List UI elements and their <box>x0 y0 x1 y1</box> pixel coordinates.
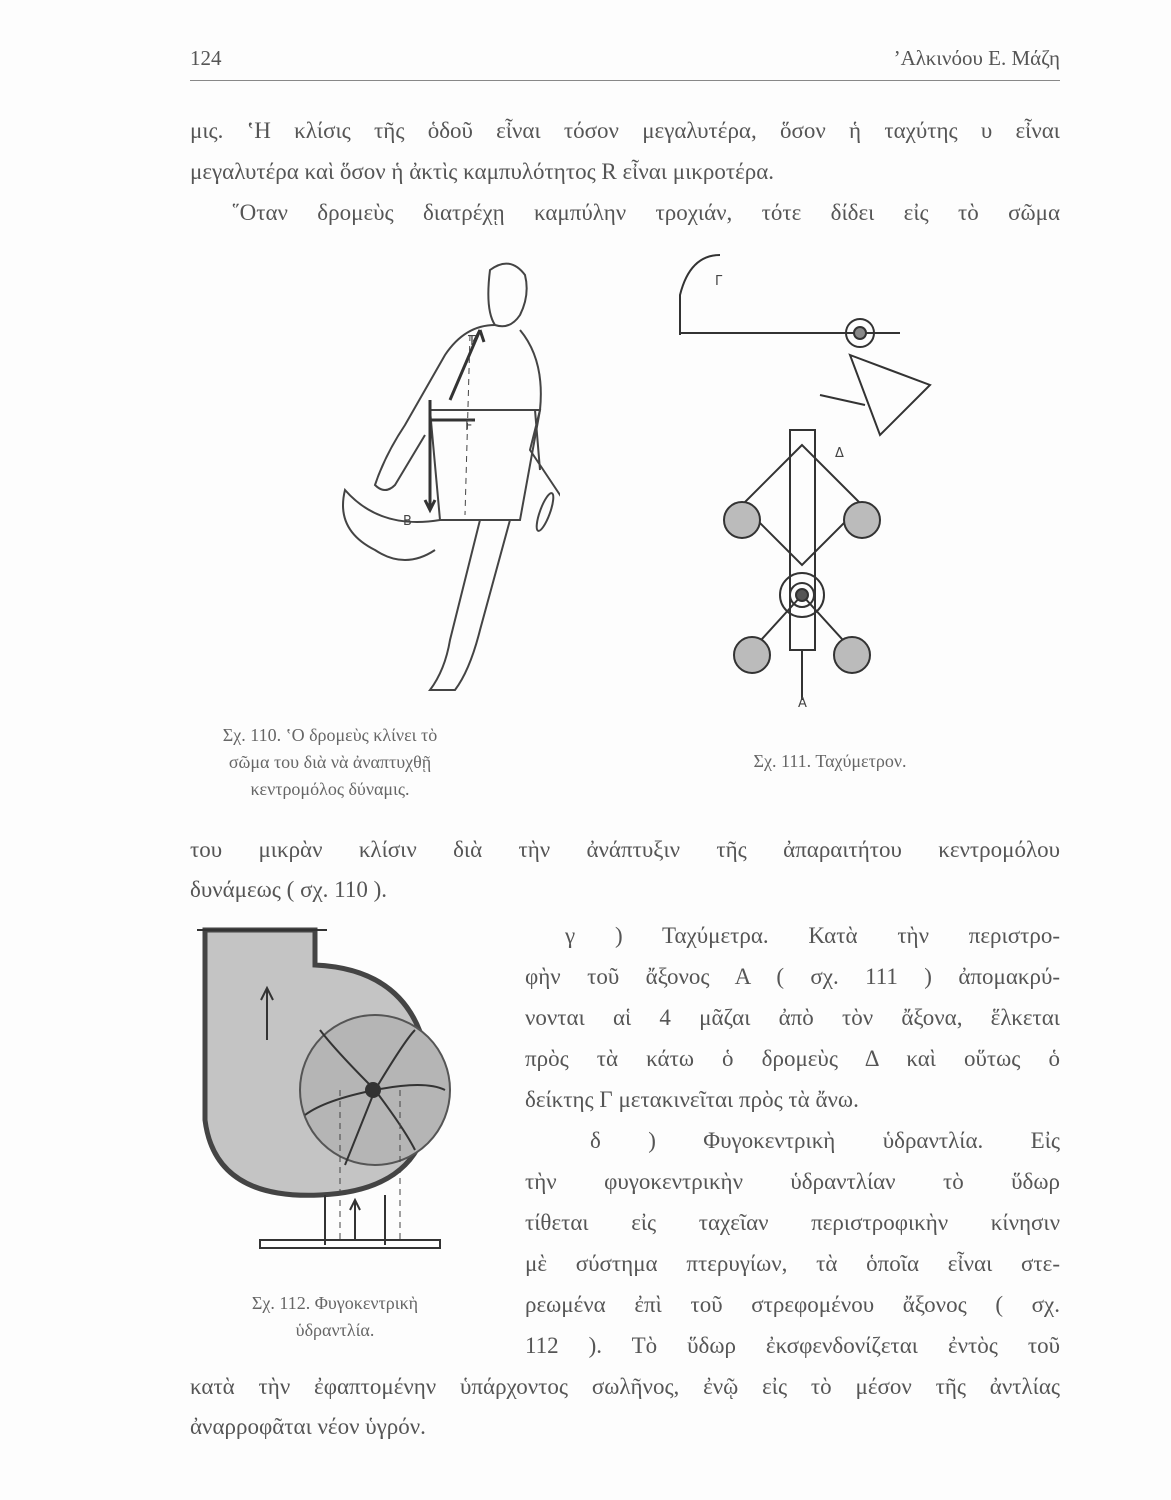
text-line: μὲ σύστημα πτερυγίων, τὰ ὁποῖα εἶναι στε- <box>525 1251 1060 1276</box>
label-f: F <box>465 419 473 434</box>
figure-110-caption <box>170 722 490 803</box>
caption-line: Σχ. 110. ‛Ο δρομεὺς κλίνει τὸ <box>222 725 438 745</box>
label-delta: Δ <box>835 446 844 461</box>
figure-112-centrifugal-pump-drawing <box>195 920 455 1255</box>
figure-111-caption: Σχ. 111. Ταχύμετρον. <box>753 751 907 771</box>
text-line: πρὸς τὰ κάτω ὁ δρομεὺς Δ καὶ οὕτως ὁ <box>525 1046 1060 1071</box>
text-line: ρεωμένα ἐπὶ τοῦ στρεφομένου ἄξονος ( σχ. <box>525 1292 1060 1317</box>
page-number: 124 <box>190 46 222 70</box>
header-rule <box>190 80 1060 81</box>
caption-line: σῶμα του διὰ νὰ ἀναπτυχθῇ <box>228 752 432 772</box>
running-header-author: ’Αλκινόου Ε. Μάζη <box>893 46 1060 70</box>
caption-line: κεντρομόλος δύναμις. <box>250 779 410 799</box>
text-line: ἀναρροφᾶται νέον ὑγρόν. <box>190 1414 426 1439</box>
text-line: μις. ‛Η κλίσις τῆς ὁδοῦ εἶναι τόσον μεγαλυτέρα, ὅσον ἡ ταχύτης υ εἶναι <box>190 118 1060 143</box>
text-line: του μικρὰν κλίσιν διὰ τὴν ἀνάπτυξιν τῆς ἀπαραιτήτου κεντρομόλου <box>190 837 1060 862</box>
text-line: μεγαλυτέρα καὶ ὅσον ἡ ἀκτὶς καμπυλότητος R εἶναι μικροτέρα. <box>190 159 775 184</box>
text-line: γ ) Ταχύμετρα. Κατὰ τὴν περιστρο- <box>565 923 1060 948</box>
figure-111-tachometer-drawing <box>670 245 950 715</box>
text-line: ῞Οταν δρομεὺς διατρέχῃ καμπύλην τροχιάν, τότε δίδει εἰς τὸ σῶμα <box>232 200 1060 225</box>
text-line: δείκτης Γ μετακινεῖται πρὸς τὰ ἄνω. <box>525 1087 859 1112</box>
text-line: τίθεται εἰς ταχεῖαν περιστροφικὴν κίνησιν <box>525 1210 1060 1235</box>
label-a: A <box>798 696 807 711</box>
figure-112-caption <box>190 1290 480 1344</box>
text-line: νονται αἱ 4 μᾶζαι ἀπὸ τὸν ἄξονα, ἕλκεται <box>525 1005 1060 1030</box>
caption-line: Σχ. 112. Φυγοκεντρικὴ <box>251 1293 419 1313</box>
label-b: B <box>403 514 412 529</box>
text-line: δ ) Φυγοκεντρικὴ ὑδραντλία. Εἰς <box>590 1128 1060 1153</box>
label-gamma: Γ <box>715 274 723 289</box>
label-t: T <box>468 334 476 349</box>
text-line: 112 ). Τὸ ὕδωρ ἐκσφενδονίζεται ἐντὸς τοῦ <box>525 1333 1060 1358</box>
text-line: τὴν φυγοκεντρικὴν ὑδραντλίαν τὸ ὕδωρ <box>525 1169 1060 1194</box>
text-line: φὴν τοῦ ἄξονος Α ( σχ. 111 ) ἀπομακρύ- <box>525 964 1060 989</box>
text-line: κατὰ τὴν ἐφαπτομένην ὑπάρχοντος σωλῆνος, ἐνῷ εἰς τὸ μέσον τῆς ἀντλίας <box>190 1374 1060 1399</box>
figure-110-runner-drawing <box>330 250 560 700</box>
text-line: δυνάμεως ( σχ. 110 ). <box>190 877 387 902</box>
caption-line: ὑδραντλία. <box>295 1320 375 1340</box>
